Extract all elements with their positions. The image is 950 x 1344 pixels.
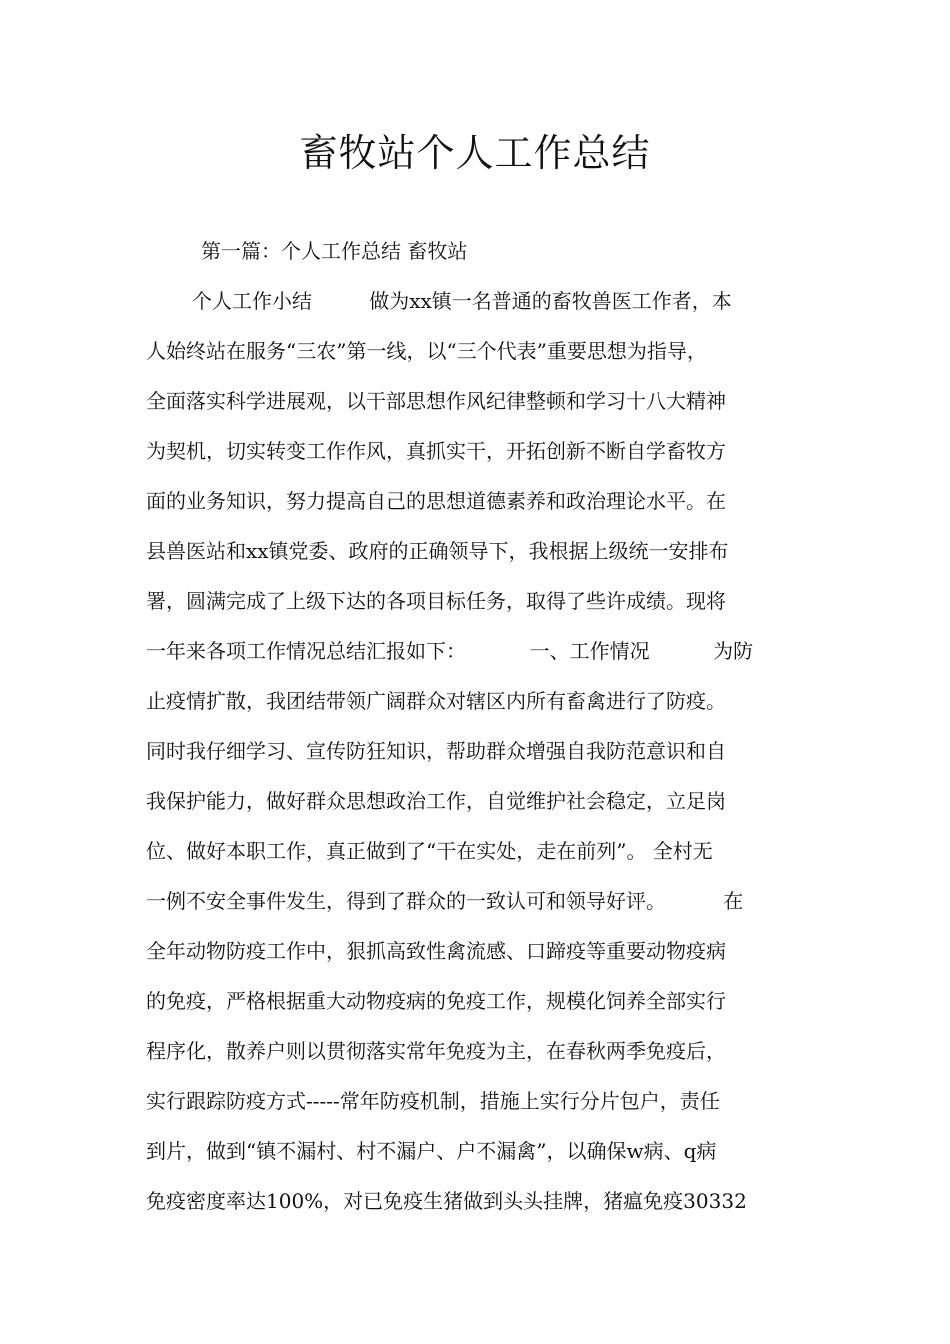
section-heading: 第一篇：个人工作总结 畜牧站 bbox=[201, 239, 468, 263]
body-line: 署，圆满完成了上级下达的各项目标任务，取得了些许成绩。现将 bbox=[146, 589, 726, 613]
body-line: 县兽医站和xx镇党委、政府的正确领导下，我根据上级统一安排布 bbox=[146, 539, 729, 563]
body-line: 位、做好本职工作，真正做到了“干在实处，走在前列”。 全村无 bbox=[146, 839, 713, 863]
body-line: 一年来各项工作情况总结汇报如下： 一、工作情况 为防 bbox=[146, 639, 754, 663]
body-line: 我保护能力，做好群众思想政治工作，自觉维护社会稳定，立足岗 bbox=[146, 789, 726, 813]
body-line: 全年动物防疫工作中，狠抓高致性禽流感、口蹄疫等重要动物疫病 bbox=[146, 939, 726, 963]
body-line: 全面落实科学进展观，以干部思想作风纪律整顿和学习十八大精神 bbox=[146, 389, 726, 413]
body-line: 个人工作小结 做为xx镇一名普通的畜牧兽医工作者，本 bbox=[192, 289, 732, 313]
body-line: 免疫密度率达100%，对已免疫生猪做到头头挂牌，猪瘟免疫30332 bbox=[146, 1189, 747, 1213]
body-line: 实行跟踪防疫方式-----常年防疫机制，措施上实行分片包户，责任 bbox=[146, 1089, 720, 1113]
body-line: 到片，做到“镇不漏村、村不漏户、户不漏禽”，以确保w病、q病 bbox=[146, 1139, 717, 1163]
body-line: 的免疫，严格根据重大动物疫病的免疫工作，规模化饲养全部实行 bbox=[146, 989, 726, 1013]
document-title: 畜牧站个人工作总结 bbox=[299, 131, 651, 175]
body-line: 止疫情扩散，我团结带领广阔群众对辖区内所有畜禽进行了防疫。 bbox=[146, 689, 726, 713]
body-line: 同时我仔细学习、宣传防狂知识，帮助群众增强自我防范意识和自 bbox=[146, 739, 726, 763]
body-line: 面的业务知识，努力提高自己的思想道德素养和政治理论水平。在 bbox=[146, 489, 726, 513]
body-line: 一例不安全事件发生，得到了群众的一致认可和领导好评。 在 bbox=[146, 889, 744, 913]
body-line: 人始终站在服务“三农”第一线，以“三个代表”重要思想为指导， bbox=[146, 339, 707, 363]
body-line: 程序化，散养户则以贯彻落实常年免疫为主，在春秋两季免疫后， bbox=[146, 1039, 726, 1063]
body-line: 为契机，切实转变工作作风，真抓实干，开拓创新不断自学畜牧方 bbox=[146, 439, 726, 463]
